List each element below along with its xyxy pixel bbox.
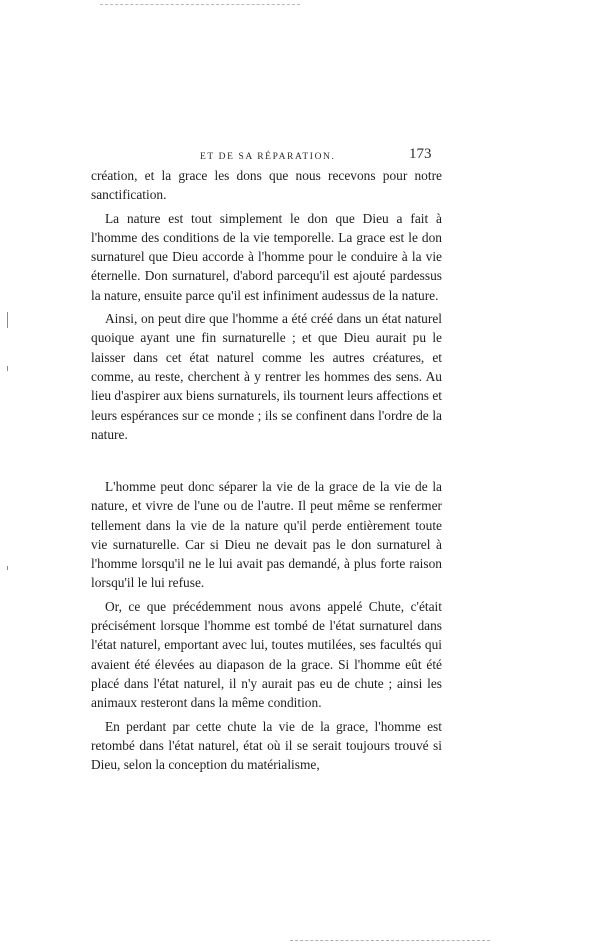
- top-scan-edge: [100, 4, 300, 5]
- page-number: 173: [409, 146, 432, 162]
- paragraph: L'homme peut donc séparer la vie de la grace de la vie de la nature, et vivre de l'une ou de l'autre. Il peut même se renfermer tellement dans la vie de la nature qu'il perde entièrement toute vie surnaturelle. Car si Dieu ne devait pas le don surnaturel à l'homme lorsqu'il ne le lui avait pas demandé, à plus forte raison lorsqu'il le lui refuse.: [91, 479, 442, 591]
- paragraph: La nature est tout simplement le don que Dieu a fait à l'homme des conditions de la vie temporelle. La grace est le don surnaturel que Dieu accorde à l'homme pour le conduire à la vie éternelle. Don surnaturel, d'abord parcequ'il est ajouté pardessus la nature, ensuite parce qu'il est infiniment audessus de la nature.: [91, 210, 442, 303]
- text-section-2: [91, 477, 442, 778]
- margin-mark: [7, 566, 8, 570]
- margin-mark: [7, 366, 8, 371]
- running-head: ET DE SA RÉPARATION.: [200, 152, 336, 162]
- margin-mark: [7, 312, 8, 328]
- paragraph: création, et la grace les dons que nous recevons pour notre sanctification.: [91, 168, 442, 203]
- paragraph: Ainsi, on peut dire que l'homme a été créé dans un état naturel quoique ayant une fin surnaturelle ; et que Dieu aurait pu le laisser dans cet état naturel comme les autres créatures, et comme, au reste, cherchent à y rentrer les hommes des sens. Au lieu d'aspirer aux biens surnaturels, ils tournent leurs affections et leurs espérances sur ce monde ; ils se confinent dans l'ordre de la nature.: [91, 311, 442, 442]
- paragraph: En perdant par cette chute la vie de la grace, l'homme est retombé dans l'état naturel, état où il se serait toujours trouvé si Dieu, selon la conception du matérialisme,: [91, 718, 442, 773]
- text-section-1: [91, 166, 442, 448]
- paragraph: Or, ce que précédemment nous avons appelé Chute, c'était précisément lorsque l'homme est tombé de l'état surnaturel dans l'état naturel, emportant avec lui, toutes mutilées, ses facultés qui avaient été élevées au diapason de la grace. Si l'homme eût été placé dans l'état naturel, il n'y aurait pas eu de chute ; ainsi les animaux resteront dans la même condition.: [91, 598, 442, 711]
- bottom-scan-edge: [290, 940, 490, 941]
